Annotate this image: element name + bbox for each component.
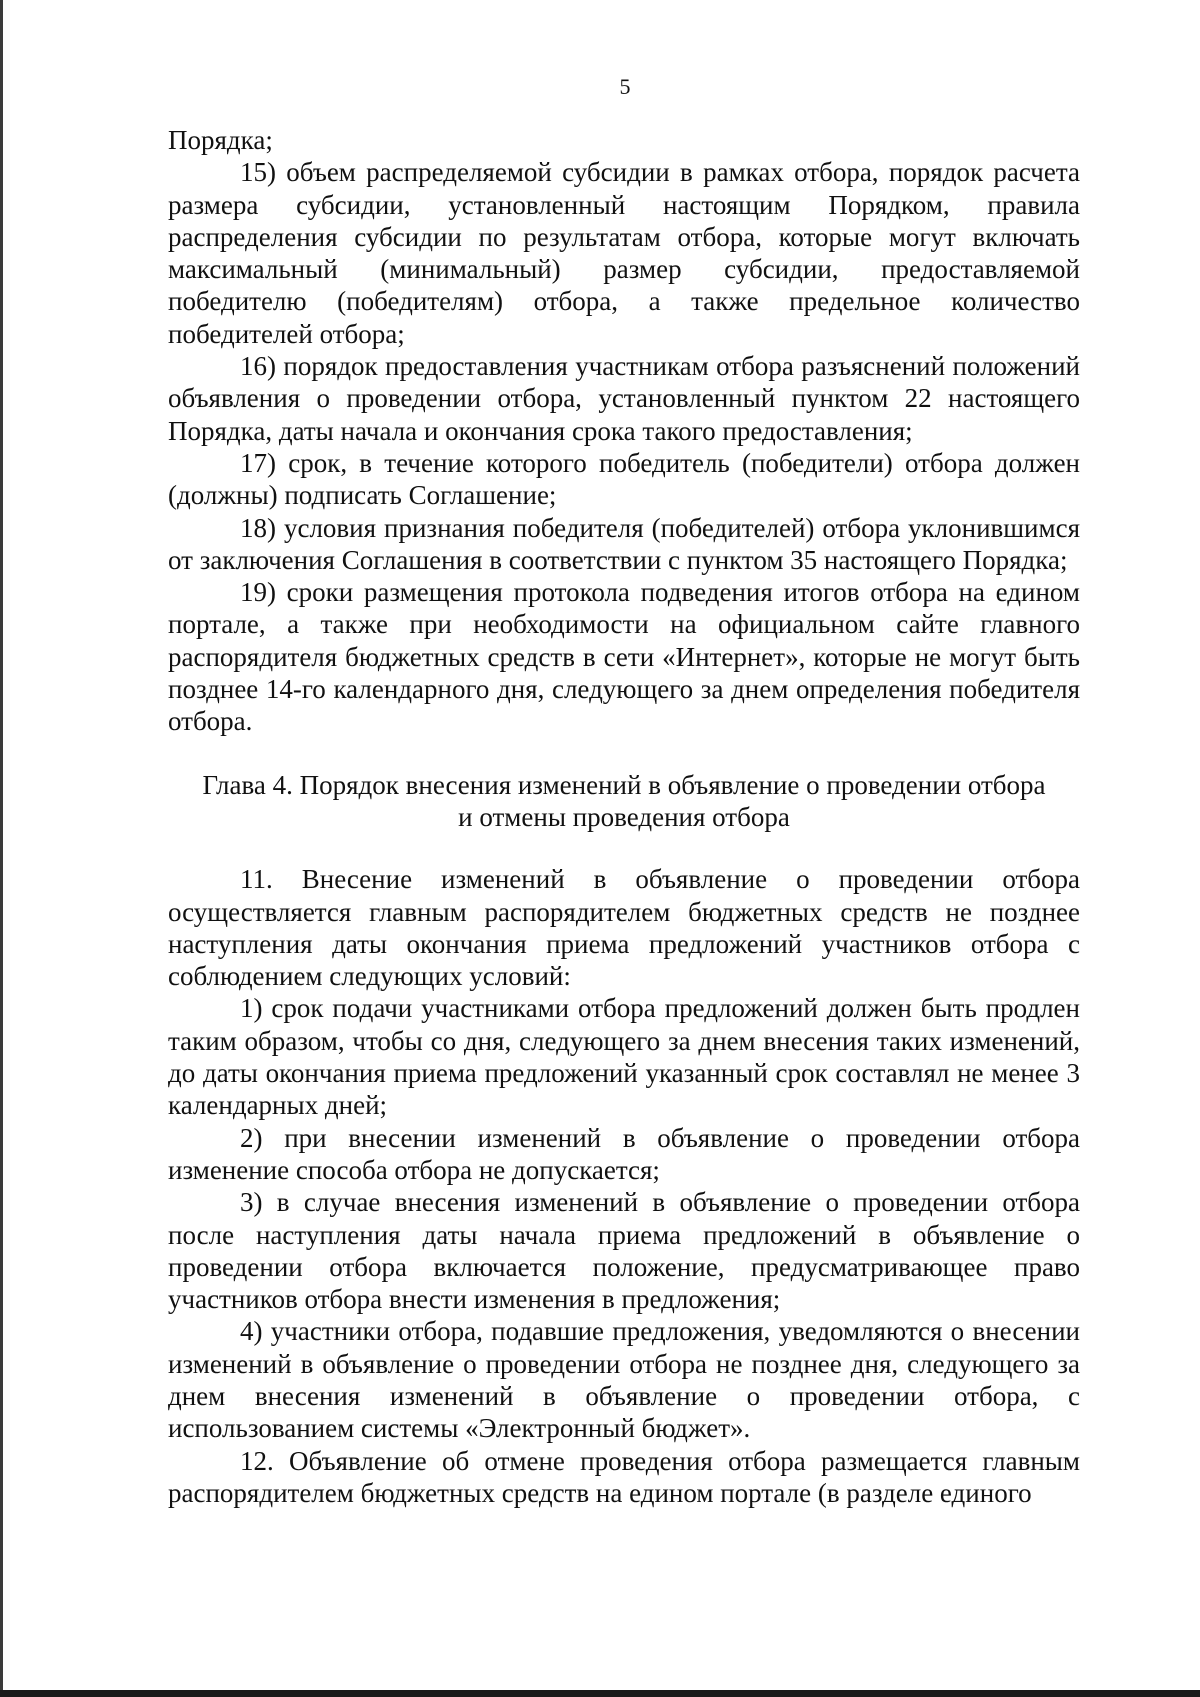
scan-left-edge xyxy=(0,0,3,1697)
list-item-18: 18) условия признания победителя (победителей) отбора уклонившимся от заключения Соглашения в соответствии с пунктом 35 настоящего Порядка; xyxy=(168,512,1080,575)
list-item-15: 15) объем распределяемой субсидии в рамках отбора, порядок расчета размера субсидии, установленный настоящим Порядком, правила распределения субсидии по результатам отбора, которые могут включать максимальный (минимальный) размер субсидии, предоставляемой победителю (победителям) отбора, а также предельное количество победителей отбора; xyxy=(168,157,1080,349)
list-item-16: 16) порядок предоставления участникам отбора разъяснений положений объявления о проведении отбора, установленный пунктом 22 настоящего Порядка, даты начала и окончания срока такого предоставления; xyxy=(168,351,1080,446)
list-item-17: 17) срок, в течение которого победитель (победители) отбора должен (должны) подписать Соглашение; xyxy=(168,447,1080,511)
clause-12: 12. Объявление об отмене проведения отбора размещается главным распорядителем бюджетных средств на едином портале (в разделе единого xyxy=(168,1445,1080,1508)
clause-11-item-1: 1) срок подачи участниками отбора предложений должен быть продлен таким образом, чтобы со дня, следующего за днем внесения таких изменений, до даты окончания приема предложений указанный срок составлял не менее 3 календарных дней; xyxy=(168,993,1080,1121)
chapter-heading-line-1: Глава 4. Порядок внесения изменений в объявление о проведении отбора xyxy=(202,769,1046,800)
paragraph-continuation: Порядка; xyxy=(168,125,273,155)
clause-11-item-4: 4) участники отбора, подавшие предложения, уведомляются о внесении изменений в объявление о проведении отбора не позднее дня, следующего за днем внесения изменений в объявление о проведении отбора, с использованием системы «Электронный бюджет». xyxy=(168,1316,1080,1444)
chapter-heading xyxy=(168,769,1080,834)
document-body xyxy=(168,124,1080,1509)
chapter-heading-line-2: и отмены проведения отбора xyxy=(458,801,790,832)
clause-11-item-3: 3) в случае внесения изменений в объявление о проведении отбора после наступления даты начала приема предложений в объявление о проведении отбора включается положение, предусматривающее право участников отбора внести изменения в предложения; xyxy=(168,1187,1080,1315)
scan-bottom-edge xyxy=(0,1690,1200,1697)
clause-11-item-2: 2) при внесении изменений в объявление о проведении отбора изменение способа отбора не допускается; xyxy=(168,1122,1080,1185)
list-item-19: 19) сроки размещения протокола подведения итогов отбора на едином портале, а также при необходимости на официальном сайте главного распорядителя бюджетных средств в сети «Интернет», которые не могут быть позднее 14-го календарного дня, следующего за днем определения победителя отбора. xyxy=(168,577,1080,737)
clause-11: 11. Внесение изменений в объявление о проведении отбора осуществляется главным распорядителем бюджетных средств не позднее наступления даты окончания приема предложений участников отбора с соблюдением следующих условий: xyxy=(168,864,1080,992)
page-number: 5 xyxy=(619,74,631,99)
